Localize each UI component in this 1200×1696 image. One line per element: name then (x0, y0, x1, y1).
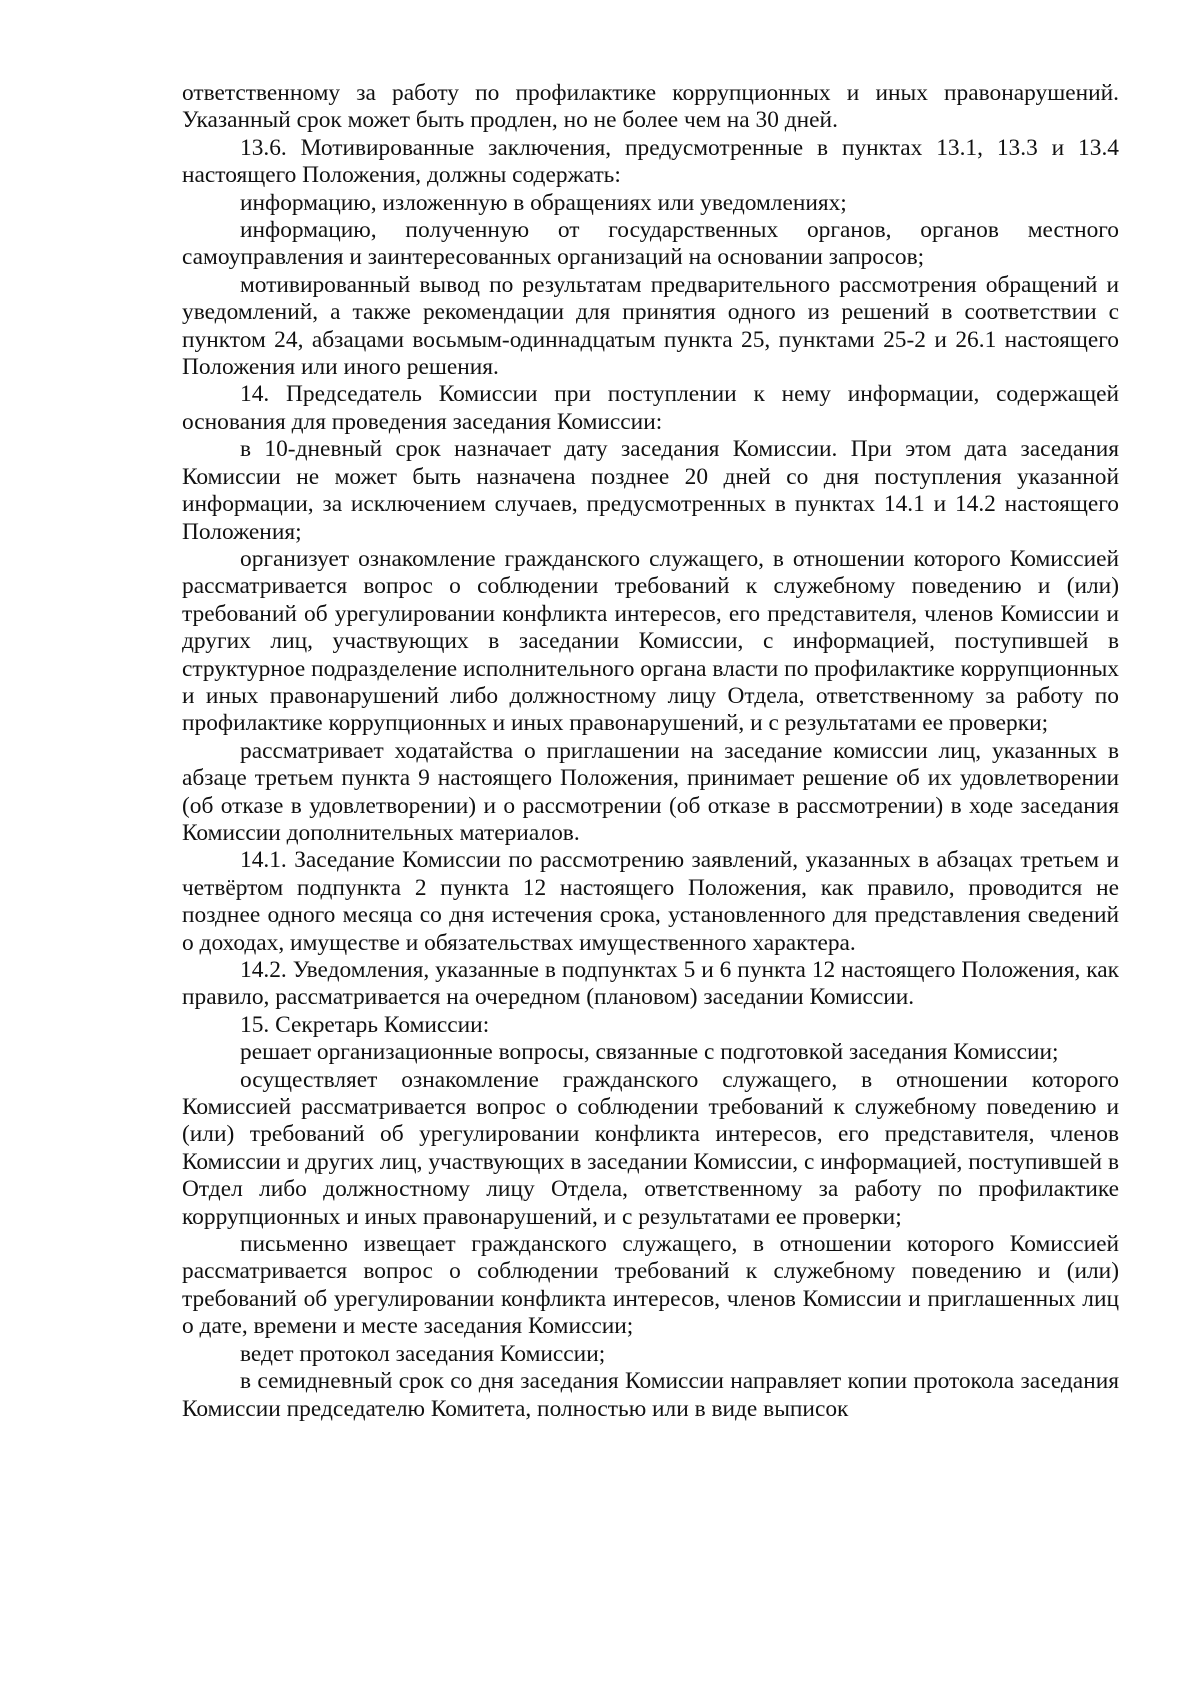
paragraph-14: 14. Председатель Комиссии при поступлении к нему информации, содержащей основания для проведения заседания Комиссии: (182, 381, 1119, 435)
paragraph: информацию, изложенную в обращениях или уведомлениях; (240, 189, 847, 216)
paragraph-14-1: 14.1. Заседание Комиссии по рассмотрению заявлений, указанных в абзацах третьем и четвёртом подпункта 2 пункта 12 настоящего Положения, как правило, проводится не позднее одного месяца со дня истечения срока, установленного для представления сведений о доходах, имуществе и обязательствах имущественного характера. (182, 847, 1119, 956)
paragraph-15: 15. Секретарь Комиссии: (240, 1011, 490, 1038)
document-page (182, 80, 1119, 1423)
paragraph-13-6: 13.6. Мотивированные заключения, предусмотренные в пунктах 13.1, 13.3 и 13.4 настоящего Положения, должны содержать: (182, 134, 1119, 189)
paragraph: в 10-дневный срок назначает дату заседания Комиссии. При этом дата заседания Комиссии не может быть назначена позднее 20 дней со дня поступления указанной информации, за исключением случаев, предусмотренных в пунктах 14.1 и 14.2 настоящего Положения; (182, 436, 1119, 545)
paragraph: решает организационные вопросы, связанные с подготовкой заседания Комиссии; (240, 1039, 1059, 1066)
paragraph: информацию, полученную от государственных органов, органов местного самоуправления и заинтересованных организаций на основании запросов; (182, 217, 1119, 271)
paragraph-14-2: 14.2. Уведомления, указанные в подпунктах 5 и 6 пункта 12 настоящего Положения, как правило, рассматривается на очередном (плановом) заседании Комиссии. (182, 957, 1119, 1011)
paragraph: организует ознакомление гражданского служащего, в отношении которого Комиссией рассматривается вопрос о соблюдении требований к служебному поведению и (или) требований об урегулировании конфликта интересов, его представителя, членов Комиссии и других лиц, участвующих в заседании Комиссии, с информацией, поступившей в структурное подразделение исполнительного органа власти по профилактике коррупционных и иных правонарушений либо должностному лицу Отдела, ответственному за работу по профилактике коррупционных и иных правонарушений, и с результатами ее проверки; (182, 545, 1119, 737)
paragraph: рассматривает ходатайства о приглашении на заседание комиссии лиц, указанных в абзаце третьем пункта 9 настоящего Положения, принимает решение об их удовлетворении (об отказе в удовлетворении) и о рассмотрении (об отказе в рассмотрении) в ходе заседания Комиссии дополнительных материалов. (182, 737, 1119, 846)
paragraph-continuation: ответственному за работу по профилактике коррупционных и иных правонарушений. Указанный срок может быть продлен, но не более чем на 30 дней. (182, 80, 1119, 134)
paragraph: в семидневный срок со дня заседания Комиссии направляет копии протокола заседания Комиссии председателю Комитета, полностью или в виде выписок (182, 1368, 1119, 1422)
paragraph: мотивированный вывод по результатам предварительного рассмотрения обращений и уведомлений, а также рекомендации для принятия одного из решений в соответствии с пунктом 24, абзацами восьмым-одиннадцатым пункта 25, пунктами 25-2 и 26.1 настоящего Положения или иного решения. (182, 271, 1119, 381)
paragraph: ведет протокол заседания Комиссии; (240, 1340, 606, 1367)
paragraph: письменно извещает гражданского служащего, в отношении которого Комиссией рассматривается вопрос о соблюдении требований к служебному поведению и (или) требований об урегулировании конфликта интересов, членов Комиссии и приглашенных лиц о дате, времени и месте заседания Комиссии; (182, 1231, 1119, 1340)
paragraph: осуществляет ознакомление гражданского служащего, в отношении которого Комиссией рассматривается вопрос о соблюдении требований к служебному поведению и (или) требований об урегулировании конфликта интересов, его представителя, членов Комиссии и других лиц, участвующих в заседании Комиссии, с информацией, поступившей в Отдел либо должностному лицу Отдела, ответственному за работу по профилактике коррупционных и иных правонарушений, и с результатами ее проверки; (182, 1066, 1119, 1230)
